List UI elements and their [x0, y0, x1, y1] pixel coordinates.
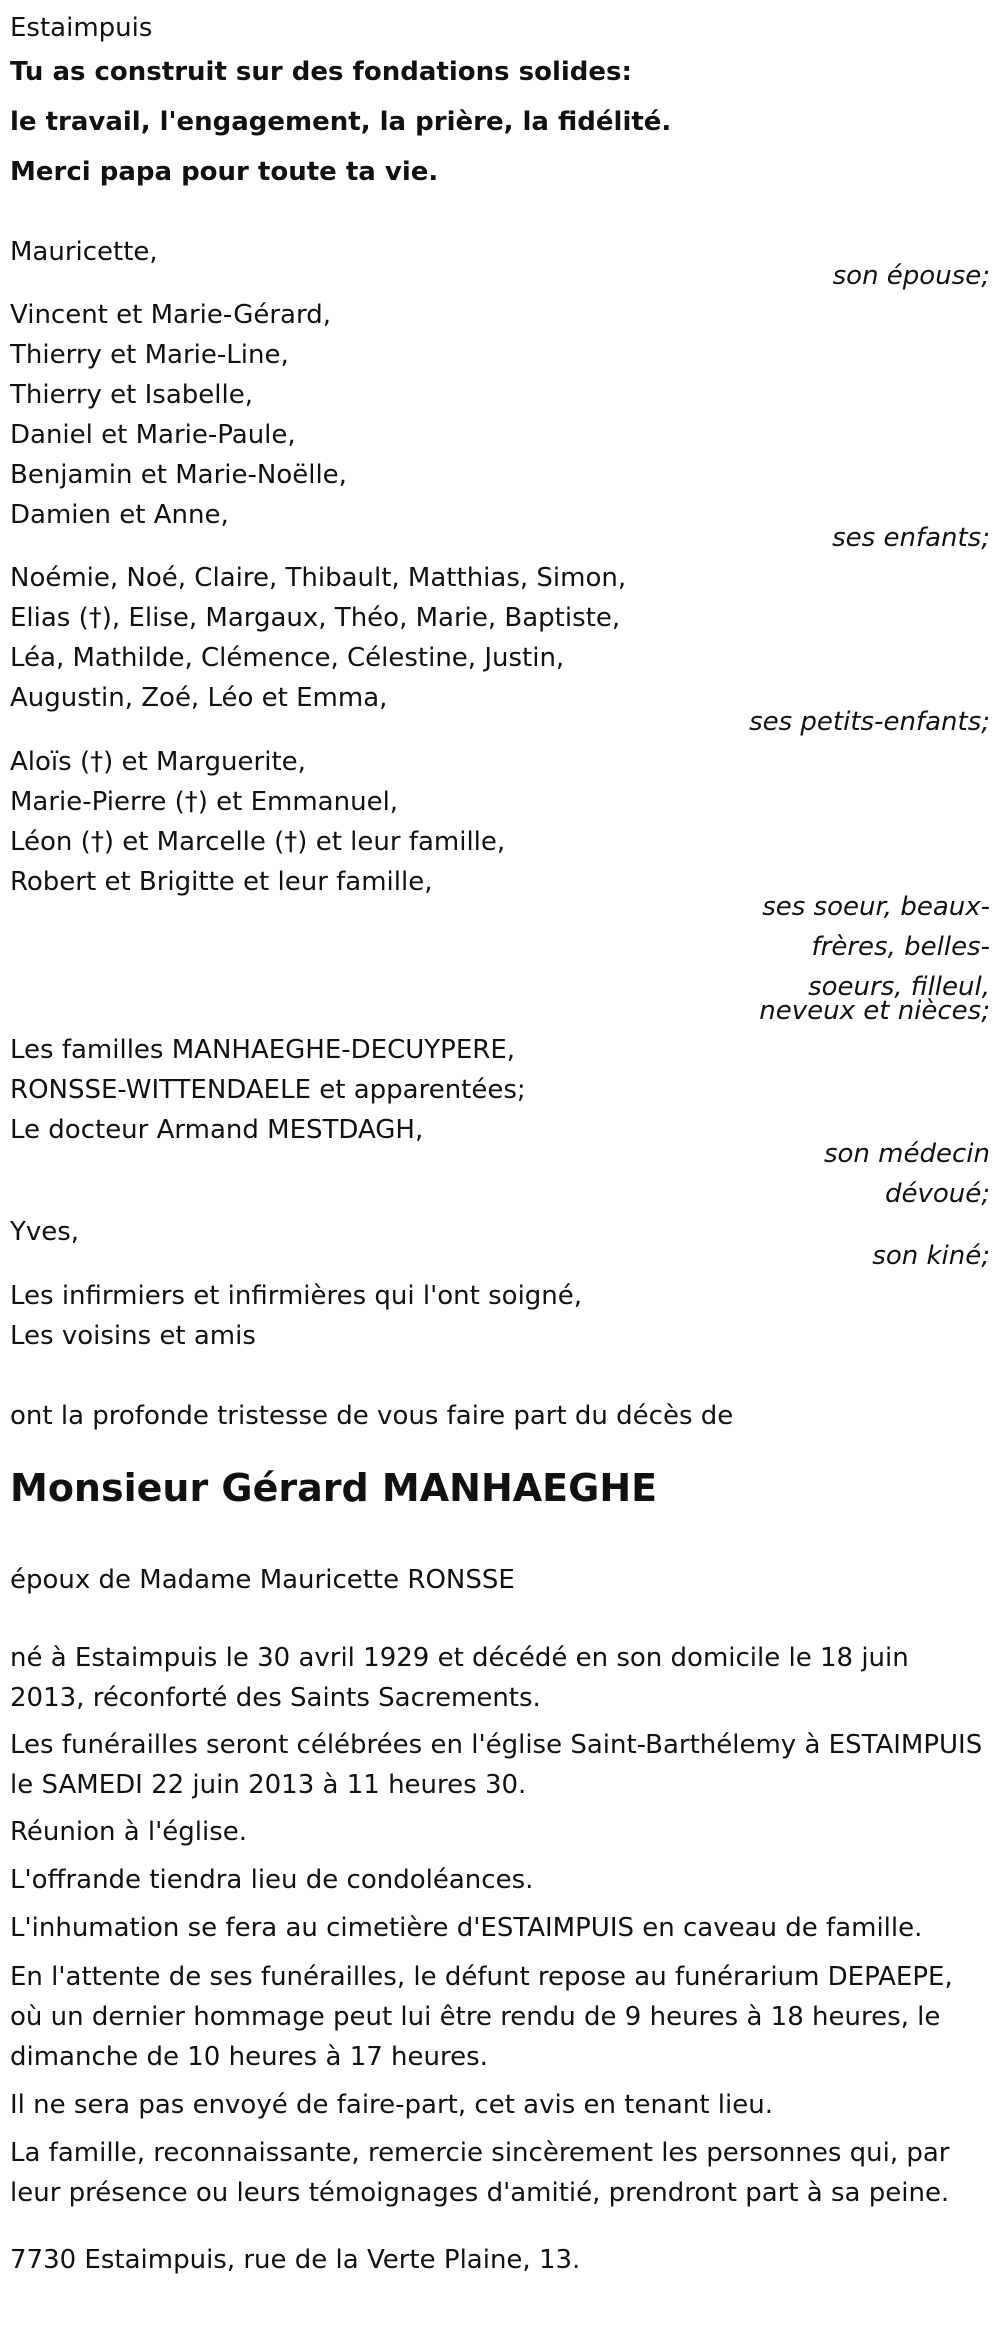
family-name: Noémie, Noé, Claire, Thibault, Matthias, Simon,: [10, 563, 627, 593]
detail-burial: L'inhumation se fera au cimetière d'ESTAIMPUIS en caveau de famille.: [10, 1913, 923, 1943]
deceased-name: Monsieur Gérard MANHAEGHE: [10, 1466, 658, 1510]
family-role: ses soeur, beaux-: [762, 892, 990, 922]
city-header: Estaimpuis: [10, 13, 153, 43]
detail-funeral: Les funérailles seront célébrées en l'église Saint-Barthélemy à ESTAIMPUIS le SAMEDI 22 juin 2013 à 11 heures 30.: [10, 1730, 983, 1800]
address: 7730 Estaimpuis, rue de la Verte Plaine, 13.: [10, 2245, 581, 2275]
detail-funeral-home: En l'attente de ses funérailles, le défunt repose au funérarium DEPAEPE, où un dernier hommage peut lui être rendu de 9 heures à 18 heures, le dimanche de 10 heures à 17 heures.: [10, 1962, 953, 2072]
detail-thanks: La famille, reconnaissante, remercie sincèrement les personnes qui, par leur présence ou leurs témoignages d'amitié, prendront part à sa peine.: [10, 2138, 950, 2208]
family-name: Thierry et Marie-Line,: [10, 340, 289, 370]
family-role: ses enfants;: [832, 523, 990, 553]
family-role: ses petits-enfants;: [749, 707, 990, 737]
spouse-line: époux de Madame Mauricette RONSSE: [10, 1565, 515, 1595]
family-name: Les infirmiers et infirmières qui l'ont soigné,: [10, 1281, 583, 1311]
family-role: son épouse;: [832, 261, 990, 291]
family-name: Elias (†), Elise, Margaux, Théo, Marie, Baptiste,: [10, 603, 621, 633]
family-role: frères, belles-: [811, 932, 990, 962]
detail-meeting: Réunion à l'église.: [10, 1817, 248, 1847]
family-name: Vincent et Marie-Gérard,: [10, 300, 331, 330]
family-role: dévoué;: [884, 1179, 990, 1209]
family-role: son médecin: [823, 1139, 990, 1169]
family-name: Le docteur Armand MESTDAGH,: [10, 1115, 424, 1145]
family-name: Thierry et Isabelle,: [10, 380, 253, 410]
family-name: Augustin, Zoé, Léo et Emma,: [10, 683, 388, 713]
family-name: Aloïs (†) et Marguerite,: [10, 747, 306, 777]
family-role: son kiné;: [872, 1241, 990, 1271]
family-name: Robert et Brigitte et leur famille,: [10, 867, 433, 897]
detail-notice: Il ne sera pas envoyé de faire-part, cet avis en tenant lieu.: [10, 2090, 773, 2120]
family-name: Yves,: [10, 1217, 80, 1247]
quote-line-3: Merci papa pour toute ta vie.: [10, 157, 439, 187]
quote-line-1: Tu as construit sur des fondations solides:: [10, 57, 632, 87]
family-name: Daniel et Marie-Paule,: [10, 420, 296, 450]
family-name: Léa, Mathilde, Clémence, Célestine, Justin,: [10, 643, 565, 673]
family-name: Mauricette,: [10, 237, 158, 267]
family-role: soeurs, filleul,: [808, 972, 990, 1002]
detail-offering: L'offrande tiendra lieu de condoléances.: [10, 1865, 534, 1895]
family-name: Damien et Anne,: [10, 500, 229, 530]
family-role: neveux et nièces;: [759, 996, 990, 1026]
family-name: Léon (†) et Marcelle (†) et leur famille,: [10, 827, 506, 857]
detail-birth-death: né à Estaimpuis le 30 avril 1929 et décédé en son domicile le 18 juin 2013, réconforté des Saints Sacrements.: [10, 1643, 909, 1713]
announcement: ont la profonde tristesse de vous faire part du décès de: [10, 1401, 734, 1431]
family-name: Marie-Pierre (†) et Emmanuel,: [10, 787, 399, 817]
family-name: RONSSE-WITTENDAELE et apparentées;: [10, 1075, 526, 1105]
family-name: Benjamin et Marie-Noëlle,: [10, 460, 347, 490]
family-name: Les voisins et amis: [10, 1321, 256, 1351]
quote-line-2: le travail, l'engagement, la prière, la fidélité.: [10, 107, 672, 137]
family-name: Les familles MANHAEGHE-DECUYPERE,: [10, 1035, 516, 1065]
